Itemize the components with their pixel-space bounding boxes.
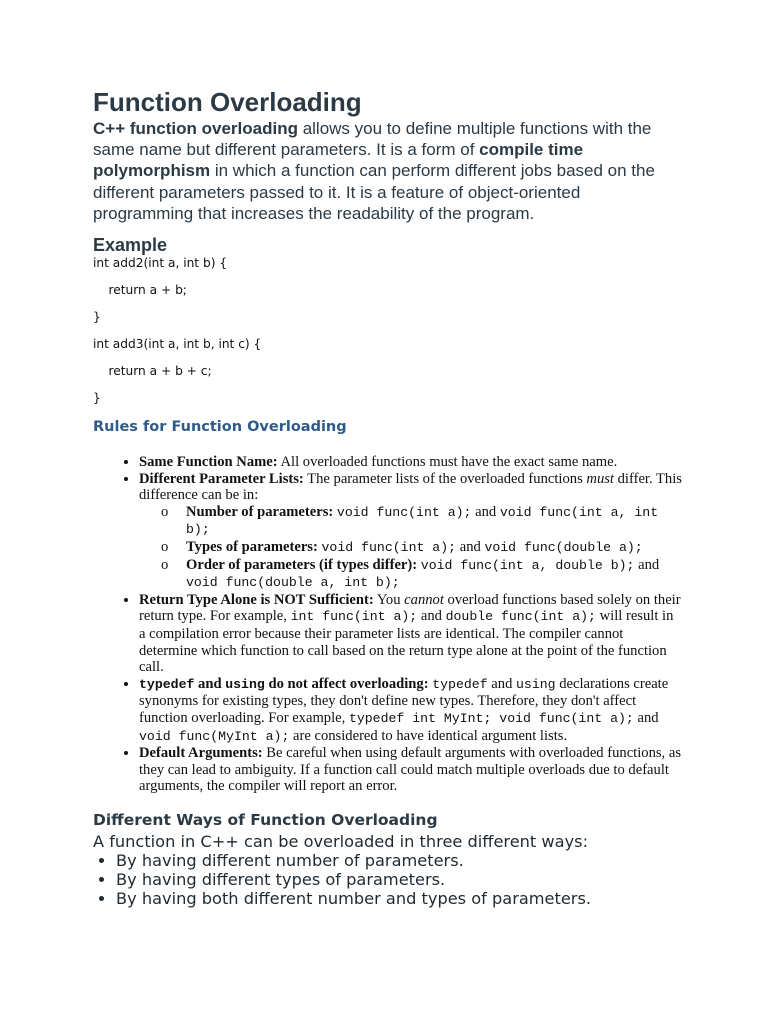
- code-line: }: [93, 391, 101, 406]
- rule-title: Return Type Alone is NOT Sufficient:: [139, 591, 374, 608]
- rule-text: will result in a compilation error because their parameter lists are identical. The compiler cannot determine which function to call based on the return type alone at the point of the function call.: [139, 608, 674, 676]
- code-snippet: typedef: [432, 676, 488, 692]
- code-snippet: double func(int a);: [445, 609, 596, 625]
- rule-text: and: [417, 608, 446, 625]
- ways-intro: A function in C++ can be overloaded in three different ways:: [93, 831, 589, 851]
- param-difference-list: [139, 504, 683, 592]
- list-item: • By having different number of parameters.: [116, 851, 683, 870]
- rule-title: Different Parameter Lists:: [139, 470, 304, 487]
- code-snippet: void func(int a);: [321, 539, 457, 555]
- ways-heading: Different Ways of Function Overloading: [93, 810, 438, 829]
- rule-title: typedef and using do not affect overloading:: [139, 675, 429, 692]
- rule-text: and: [633, 709, 659, 726]
- list-item: • By having different types of parameters.: [116, 870, 683, 889]
- sub-item-types: o Types of parameters: void func(int a); and void func(double a);: [161, 538, 643, 555]
- rule-text: Be careful when using default arguments with overloaded functions, as they can lead to ambiguity. If a function call could match multiple overloads due to default arguments, the compiler will report an error.: [139, 745, 682, 795]
- code-snippet: typedef int MyInt; void func(int a);: [348, 710, 634, 726]
- rule-emphasis: must: [586, 470, 614, 487]
- document-page: [93, 86, 683, 908]
- sub-title: Number of parameters:: [186, 503, 334, 520]
- rule-text: You: [373, 591, 405, 608]
- code-snippet: void func(int a, int b);: [186, 504, 659, 538]
- code-snippet: typedef: [139, 676, 195, 692]
- code-line: return a + b;: [93, 283, 187, 298]
- code-snippet: int func(int a);: [290, 609, 418, 625]
- sub-text: and: [634, 556, 660, 573]
- intro-text-1: allows you to define multiple functions with the same name but different parameters. It is a form of: [93, 119, 652, 160]
- rule-text: and: [487, 675, 517, 692]
- code-snippet: void func(double a);: [484, 539, 643, 555]
- rule-default-arguments: [139, 745, 683, 795]
- list-item: • By having both different number and types of parameters.: [116, 889, 683, 908]
- rule-emphasis: cannot: [404, 591, 444, 608]
- code-line: }: [93, 310, 101, 325]
- code-snippet: void func(int a, double b);: [420, 557, 635, 573]
- code-line: return a + b + c;: [93, 364, 212, 379]
- code-snippet: using: [516, 676, 556, 692]
- rule-text: The parameter lists of the overloaded functions: [303, 470, 587, 487]
- code-snippet: using: [225, 676, 265, 692]
- sub-title: Order of parameters (if types differ):: [186, 556, 418, 573]
- rule-return-type: [139, 592, 683, 676]
- sub-text: and: [456, 538, 485, 555]
- intro-term-polymorphism: compile time polymorphism: [93, 140, 584, 181]
- intro-term-overloading: C++ function overloading: [93, 119, 298, 138]
- rule-same-name: [139, 454, 683, 471]
- intro-text-2: in which a function can perform different jobs based on the different parameters passed to it. It is a feature of object-oriented programming that increases the readability of the program.: [93, 161, 655, 223]
- example-code-block: [93, 256, 683, 406]
- rule-title: Default Arguments:: [139, 745, 263, 762]
- example-heading: Example: [93, 235, 168, 256]
- ways-list: [93, 851, 683, 908]
- rule-title: Same Function Name:: [139, 454, 278, 471]
- sub-item-order: o Order of parameters (if types differ): void func(int a, double b); and void func(double a, int b);: [161, 556, 660, 591]
- rule-text: are considered to have identical argument lists.: [289, 727, 568, 744]
- intro-paragraph: [93, 118, 683, 224]
- rule-different-params: [139, 471, 683, 592]
- code-snippet: void func(MyInt a);: [139, 728, 290, 744]
- rules-list: [93, 454, 683, 795]
- page-title: Function Overloading: [93, 87, 362, 117]
- rules-heading: Rules for Function Overloading: [93, 419, 347, 436]
- code-line: int add2(int a, int b) {: [93, 256, 228, 271]
- code-line: int add3(int a, int b, int c) {: [93, 337, 262, 352]
- rule-text: declarations create synonyms for existing types, they don't define new types. Therefore, they don't affect function overloading. For example,: [139, 675, 669, 726]
- sub-text: and: [471, 503, 500, 520]
- rule-text: differ. This difference can be in:: [139, 470, 682, 504]
- code-snippet: void func(double a, int b);: [186, 575, 400, 591]
- sub-item-number: o Number of parameters: void func(int a); and void func(int a, int b);: [161, 503, 659, 538]
- rule-typedef-using: [139, 676, 683, 745]
- rule-text: overload functions based solely on their return type. For example,: [139, 591, 681, 625]
- code-snippet: void func(int a);: [336, 504, 472, 520]
- rule-text: All overloaded functions must have the exact same name.: [277, 454, 618, 471]
- sub-title: Types of parameters:: [186, 538, 318, 555]
